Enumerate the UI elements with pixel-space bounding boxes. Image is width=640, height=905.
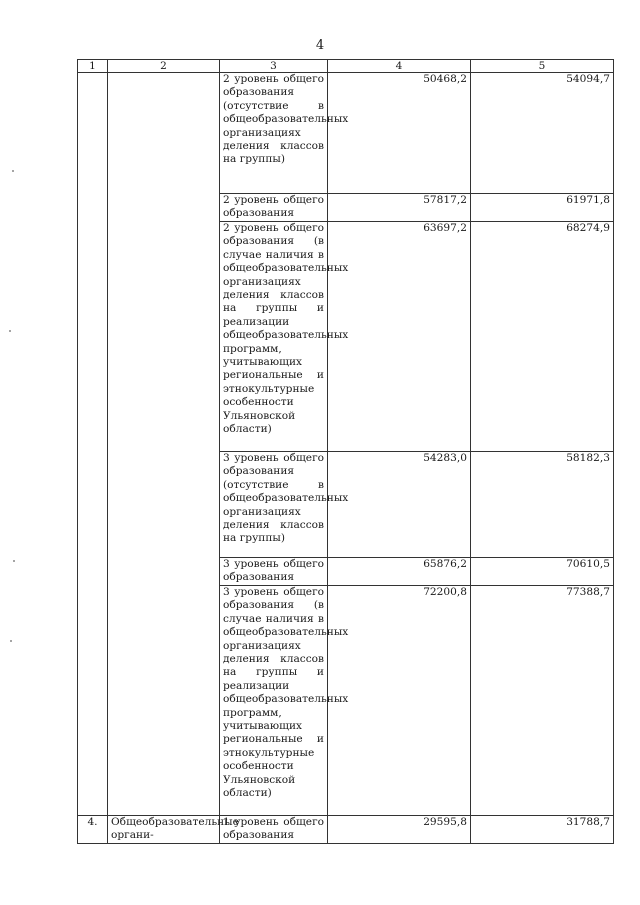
value-col-4: 54283,0 [328,452,471,558]
header-col-4: 4 [328,60,471,73]
level-description: 2 уровень общего образования (отсутствие в общеобразовательных организациях деления классов на группы) [220,73,328,194]
scan-speck [12,170,14,172]
value-col-4: 29595,8 [328,816,471,844]
value-col-4: 57817,2 [328,194,471,222]
level-description: 1 уровень общего образования [220,816,328,844]
header-col-5: 5 [471,60,614,73]
value-col-4: 63697,2 [328,222,471,452]
header-col-2: 2 [108,60,220,73]
value-col-5: 68274,9 [471,222,614,452]
row-number-cell [78,73,108,816]
value-col-5: 77388,7 [471,586,614,816]
header-col-3: 3 [220,60,328,73]
row-number-cell: 4. [78,816,108,844]
table-row [78,816,614,844]
table-row [78,73,614,194]
value-col-5: 70610,5 [471,558,614,586]
value-col-5: 31788,7 [471,816,614,844]
scan-speck [10,640,12,642]
value-col-4: 72200,8 [328,586,471,816]
row-name-cell [108,73,220,816]
header-col-1: 1 [78,60,108,73]
value-col-4: 65876,2 [328,558,471,586]
value-col-5: 54094,7 [471,73,614,194]
value-col-5: 58182,3 [471,452,614,558]
value-col-4: 50468,2 [328,73,471,194]
value-col-5: 61971,8 [471,194,614,222]
level-description: 3 уровень общего образования (отсутствие в общеобразовательных организациях деления классов на группы) [220,452,328,558]
level-description: 3 уровень общего образования (в случае наличия в общеобразовательных организациях деления классов на группы и реализации общеобразовательных программ, учитывающих региональные и этнокультурные особенности Ульяновской области) [220,586,328,816]
level-description: 3 уровень общего образования [220,558,328,586]
page-number: 4 [315,38,325,53]
header-row [78,60,614,73]
level-description: 2 уровень общего образования (в случае наличия в общеобразовательных организациях деления классов на группы и реализации общеобразовательных программ, учитывающих региональные и этнокультурные особенности Ульяновской области) [220,222,328,452]
normatives-table [77,59,614,844]
scan-speck [13,560,15,562]
level-description: 2 уровень общего образования [220,194,328,222]
scan-speck [9,330,11,332]
row-name-cell: Общеобразовательные органи- [108,816,220,844]
